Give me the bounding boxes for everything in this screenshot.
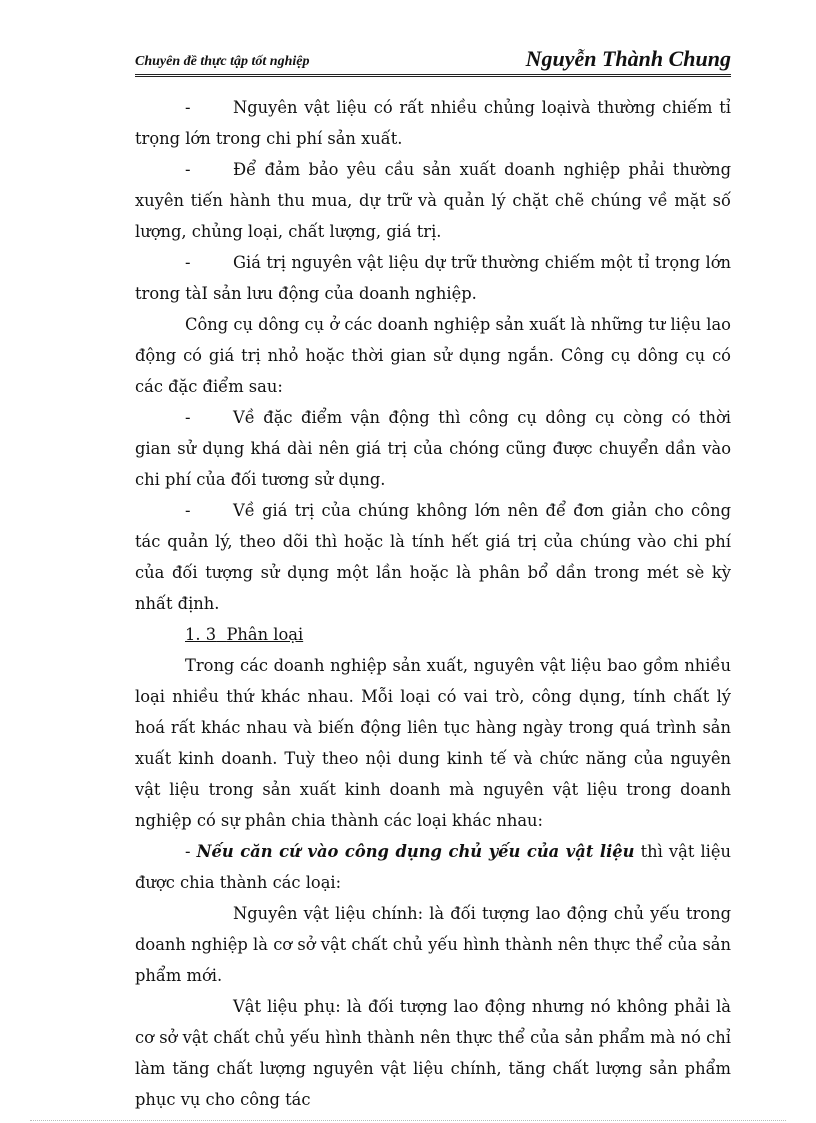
bullet-dash: - xyxy=(185,408,191,427)
page-bottom-border xyxy=(30,1120,786,1121)
bullet-text: Về giá trị của chúng không lớn nên để đơn giản cho công tác quản lý, theo dõi thì hoặc là tính hết giá trị của chúng vào chi phí của đối tượng sử dụng một lần hoặc là phân bổ dần trong mét sè kỳ nhất định. xyxy=(135,501,731,613)
section-heading xyxy=(135,619,731,650)
header-author-name: Nguyễn Thành Chung xyxy=(525,46,731,71)
bullet-paragraph xyxy=(135,402,731,495)
bullet-text: Để đảm bảo yêu cầu sản xuất doanh nghiệp phải thường xuyên tiến hành thu mua, dự trữ và quản lý chặt chẽ chúng về mặt số lượng, chủng loại, chất lượng, giá trị. xyxy=(135,160,731,241)
body-paragraph: Vật liệu phụ: là đối tượng lao động nhưng nó không phải là cơ sở vật chất chủ yếu hình thành nên thực thể của sản phẩm mà nó chỉ làm tăng chất lượng nguyên vật liệu chính, tăng chất lượng sản phẩm phục vụ cho công tác xyxy=(135,997,731,1109)
section-title: Phân loại xyxy=(226,625,304,644)
bullet-text: Nguyên vật liệu có rất nhiều chủng loạivà thường chiếm tỉ trọng lớn trong chi phí sản xuất. xyxy=(135,98,731,148)
body-paragraph: Công cụ dông cụ ở các doanh nghiệp sản xuất là những tư liệu lao động có giá trị nhỏ hoặc thời gian sử dụng ngắn. Công cụ dông cụ có các đặc điểm sau: xyxy=(135,315,731,396)
document-body xyxy=(135,92,731,1115)
page-header xyxy=(135,46,731,77)
body-paragraph: Trong các doanh nghiệp sản xuất, nguyên vật liệu bao gồm nhiều loại nhiều thứ khác nhau. Mỗi loại có vai trò, công dụng, tính chất lý hoá rất khác nhau và biến động liên tục hàng ngày trong quá trình sản xuất kinh doanh. Tuỳ theo nội dung kinh tế và chức năng của nguyên vật liệu trong sản xuất kinh doanh mà nguyên vật liệu trong doanh nghiệp có sự phân chia thành các loại khác nhau: xyxy=(135,656,731,830)
body-paragraph: Nguyên vật liệu chính: là đối tượng lao động chủ yếu trong doanh nghiệp là cơ sở vật chất chủ yếu hình thành nên thực thể của sản phẩm mới. xyxy=(135,904,731,985)
paragraph-dash: - xyxy=(185,842,191,861)
bullet-dash: - xyxy=(185,253,191,272)
bullet-paragraph xyxy=(135,247,731,309)
emphasized-text: Nếu căn cứ vào công dụng chủ yếu của vật liệu xyxy=(196,842,635,861)
body-paragraph xyxy=(135,836,731,898)
bullet-dash: - xyxy=(185,501,191,520)
header-document-title: Chuyên đề thực tập tốt nghiệp xyxy=(135,54,310,69)
bullet-text: Về đặc điểm vận động thì công cụ dông cụ còng có thời gian sử dụng khá dài nên giá trị của chóng cũng được chuyển dần vào chi phí của đối tương sử dụng. xyxy=(135,408,731,489)
bullet-paragraph xyxy=(135,154,731,247)
bullet-dash: - xyxy=(185,160,191,179)
bullet-paragraph xyxy=(135,92,731,154)
section-number: 1. 3 xyxy=(185,625,217,644)
bullet-text: Giá trị nguyên vật liệu dự trữ thường chiếm một tỉ trọng lớn trong tàI sản lưu động của doanh nghiệp. xyxy=(135,253,731,303)
bullet-paragraph xyxy=(135,495,731,619)
bullet-dash: - xyxy=(185,98,191,117)
paragraph-text: thì vật liệu được chia thành các loại: xyxy=(135,842,731,892)
